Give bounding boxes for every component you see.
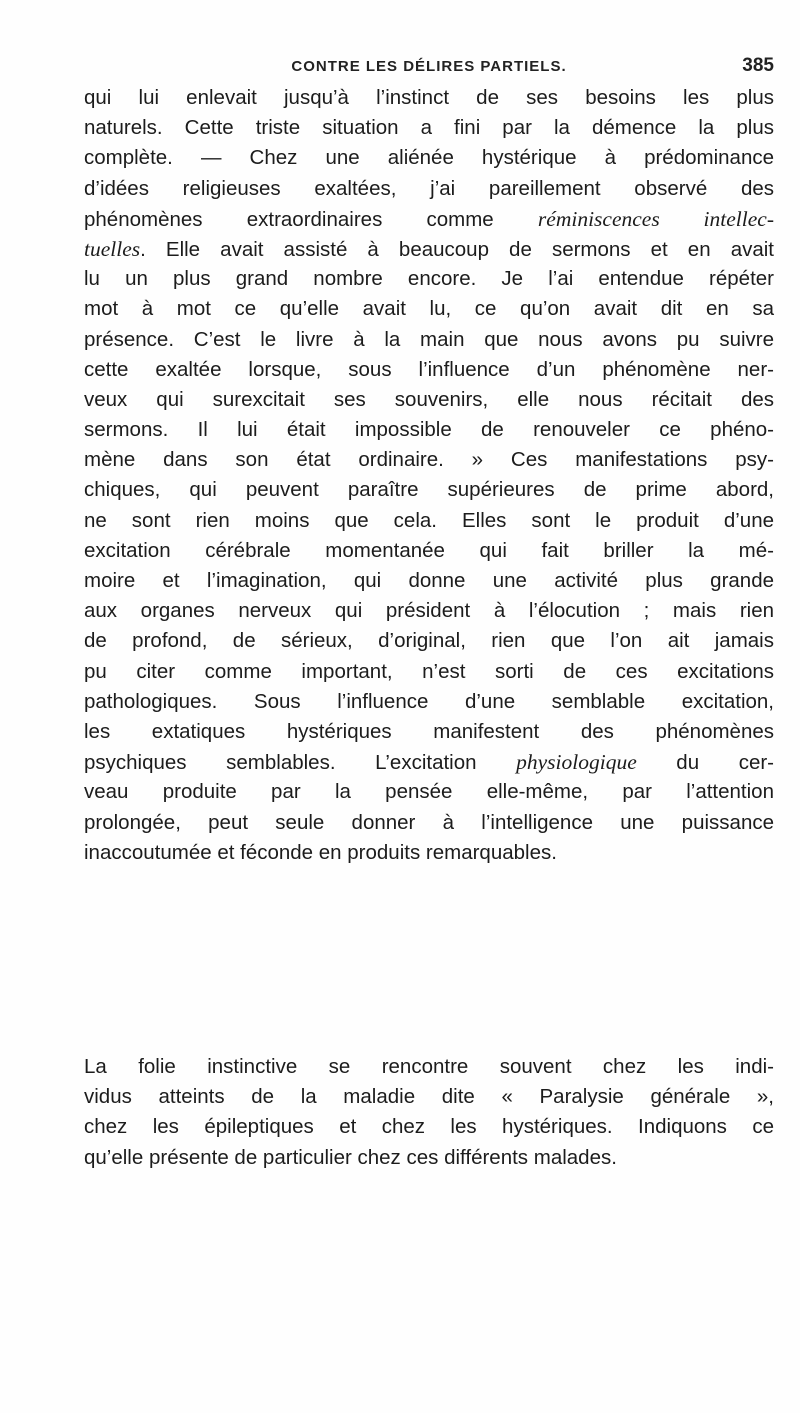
text-line: chez les épileptiques et chez les hystériques. Indiquons ce bbox=[84, 1115, 774, 1139]
italic-term: physiologique bbox=[516, 750, 637, 775]
text-line: inaccoutumée et féconde en produits remarquables. bbox=[84, 840, 557, 864]
text-segment: phénomènes extraordinaires comme bbox=[84, 207, 538, 231]
text-line: aux organes nerveux qui président à l’élocution ; mais rien bbox=[84, 599, 774, 623]
text-line: complète. — Chez une aliénée hystérique à prédominance bbox=[84, 146, 774, 170]
text-line bbox=[84, 204, 774, 234]
text-line: lu un plus grand nombre encore. Je l’ai entendue répéter bbox=[84, 267, 774, 291]
text-line: mène dans son état ordinaire. » Ces manifestations psy- bbox=[84, 448, 774, 472]
text-line: moire et l’imagination, qui donne une activité plus grande bbox=[84, 569, 774, 592]
running-title: CONTRE LES DÉLIRES PARTIELS. bbox=[291, 58, 567, 75]
text-segment: . Elle avait assisté à beaucoup de sermons et en avait bbox=[140, 237, 774, 261]
text-line: qu’elle présente de particulier chez ces différents malades. bbox=[84, 1145, 617, 1169]
text-line: cette exaltée lorsque, sous l’influence d’un phénomène ner- bbox=[84, 357, 774, 381]
paragraph-2 bbox=[84, 1052, 774, 1173]
text-line: d’idées religieuses exaltées, j’ai pareillement observé des bbox=[84, 176, 774, 200]
paragraph-1 bbox=[84, 83, 774, 868]
text-line: excitation cérébrale momentanée qui fait briller la mé- bbox=[84, 538, 774, 562]
text-line: La folie instinctive se rencontre souvent chez les indi- bbox=[84, 1055, 774, 1078]
text-line bbox=[84, 234, 774, 264]
text-line: pathologiques. Sous l’influence d’une semblable excitation, bbox=[84, 689, 774, 713]
text-line: chiques, qui peuvent paraître supérieures de prime abord, bbox=[84, 478, 774, 502]
text-line bbox=[84, 747, 774, 777]
text-line: pu citer comme important, n’est sorti de ces excitations bbox=[84, 659, 774, 683]
text-line: ne sont rien moins que cela. Elles sont le produit d’une bbox=[84, 508, 774, 532]
text-line: de profond, de sérieux, d’original, rien que l’on ait jamais bbox=[84, 629, 774, 653]
italic-term: tuelles bbox=[84, 236, 141, 261]
text-line: sermons. Il lui était impossible de renouveler ce phéno- bbox=[84, 418, 774, 442]
text-line: qui lui enlevait jusqu’à l’instinct de ses besoins les plus bbox=[84, 86, 774, 109]
text-segment: psychiques semblables. L’excitation bbox=[84, 751, 517, 775]
page-number: 385 bbox=[742, 55, 774, 76]
text-line: veux qui surexcitait ses souvenirs, elle nous récitait des bbox=[84, 387, 774, 411]
text-line: veau produite par la pensée elle-même, par l’attention bbox=[84, 780, 774, 804]
text-line: les extatiques hystériques manifestent des phénomènes bbox=[84, 719, 774, 743]
text-line: mot à mot ce qu’elle avait lu, ce qu’on avait dit en sa bbox=[84, 297, 774, 321]
text-line: vidus atteints de la maladie dite « Paralysie générale », bbox=[84, 1085, 774, 1109]
italic-term: réminiscences intellec- bbox=[537, 206, 774, 231]
text-line: présence. C’est le livre à la main que nous avons pu suivre bbox=[84, 327, 774, 351]
text-line: prolongée, peut seule donner à l’intelligence une puissance bbox=[84, 810, 774, 834]
text-line: naturels. Cette triste situation a fini par la démence la plus bbox=[84, 116, 774, 140]
running-head bbox=[84, 55, 774, 82]
text-segment: du cer- bbox=[636, 751, 774, 775]
